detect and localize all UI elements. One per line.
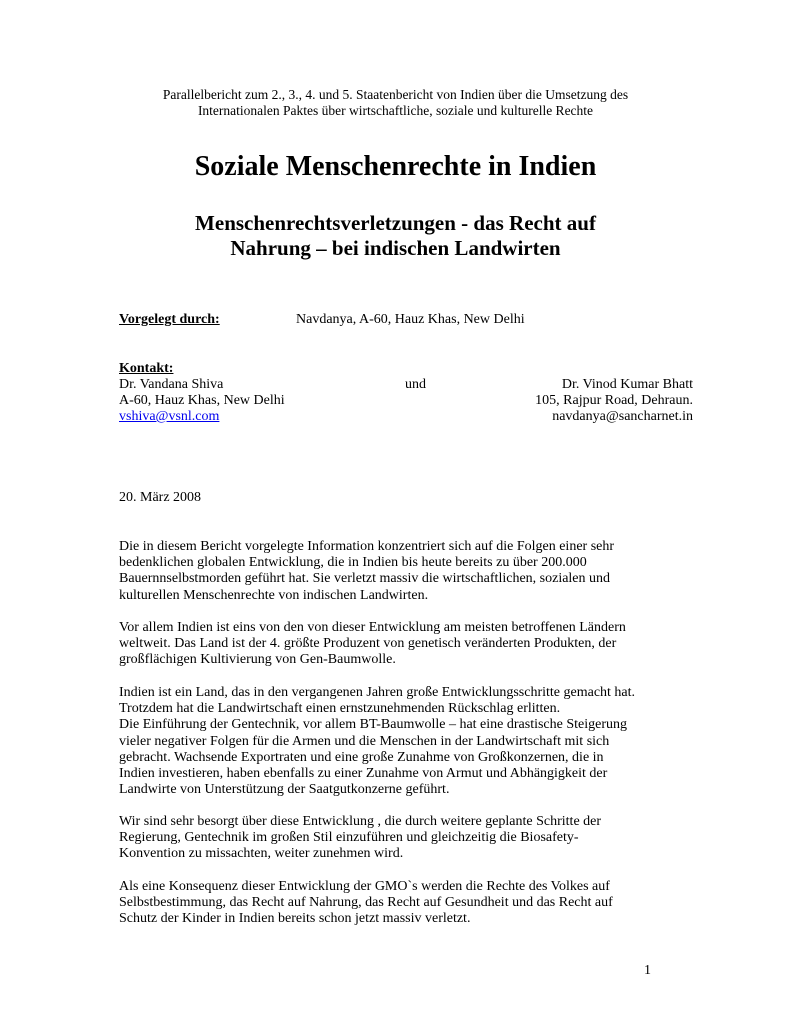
document-date: 20. März 2008 bbox=[119, 490, 202, 505]
paragraph-line: Konvention zu missachten, weiter zunehmen wird. bbox=[119, 846, 404, 862]
body-paragraph bbox=[119, 814, 709, 863]
paragraph-line: Selbstbestimmung, das Recht auf Nahrung, das Recht auf Gesundheit und das Recht auf bbox=[119, 895, 613, 911]
paragraph-line: gebracht. Wachsende Exportraten und eine große Zunahme von Großkonzernen, die in bbox=[119, 749, 604, 765]
document-heading bbox=[100, 211, 691, 261]
paragraph-line: Regierung, Gentechnik im großen Stil einzuführen und gleichzeitig die Biosafety- bbox=[119, 830, 579, 846]
submitted-by-value: Navdanya, A-60, Hauz Khas, New Delhi bbox=[296, 312, 525, 327]
paragraph-line: Vor allem Indien ist eins von den von dieser Entwicklung am meisten betroffenen Ländern bbox=[119, 620, 626, 635]
document-title: Soziale Menschenrechte in Indien bbox=[194, 151, 597, 182]
contact-name: Dr. Vinod Kumar Bhatt bbox=[561, 377, 693, 392]
contact-connector: und bbox=[405, 377, 426, 392]
subtitle-line: Parallelbericht zum 2., 3., 4. und 5. Staatenbericht von Indien über die Umsetzung des bbox=[162, 87, 629, 102]
contact-left bbox=[119, 377, 285, 425]
paragraph-line: bedenklichen globalen Entwicklung, die in Indien bis heute bereits zu über 200.000 bbox=[119, 555, 587, 571]
paragraph-line: großflächigen Kultivierung von Gen-Baumwolle. bbox=[119, 652, 396, 668]
paragraph-line: Die in diesem Bericht vorgelegte Information konzentriert sich auf die Folgen einer sehr bbox=[119, 539, 615, 554]
contact-address: A-60, Hauz Khas, New Delhi bbox=[119, 393, 285, 408]
paragraph-line: Indien investieren, haben ebenfalls zu einer Zunahme von Armut und Abhängigkeit der bbox=[119, 766, 608, 782]
paragraph-line: weltweit. Das Land ist der 4. größte Produzent von genetisch veränderten Produkten, der bbox=[119, 636, 617, 652]
page-number: 1 bbox=[644, 963, 651, 978]
heading-line: Menschenrechtsverletzungen - das Recht auf bbox=[195, 211, 596, 235]
paragraph-line: vieler negativer Folgen für die Armen und die Menschen in der Landwirtschaft mit sich bbox=[119, 733, 610, 749]
paragraph-line: Die Einführung der Gentechnik, vor allem BT-Baumwolle – hat eine drastische Steigerung bbox=[119, 717, 628, 733]
report-subtitle bbox=[100, 87, 691, 119]
paragraph-line: Landwirte von Unterstützung der Saatgutkonzerne geführt. bbox=[119, 782, 450, 798]
heading-line: Nahrung – bei indischen Landwirten bbox=[230, 236, 561, 260]
submitted-by-label: Vorgelegt durch: bbox=[119, 312, 220, 327]
contact-label: Kontakt: bbox=[119, 361, 174, 376]
paragraph-line: Bauernnselbstmorden geführt hat. Sie verletzt massiv die wirtschaftlichen, sozialen und bbox=[119, 571, 611, 587]
contact-address: 105, Rajpur Road, Dehraun. bbox=[535, 393, 693, 408]
paragraph-line: Trotzdem hat die Landwirtschaft einen ernstzunehmenden Rückschlag erlitten. bbox=[119, 701, 561, 717]
contact-right bbox=[535, 377, 693, 425]
contact-name: Dr. Vandana Shiva bbox=[119, 377, 224, 392]
body-paragraph bbox=[119, 879, 709, 928]
paragraph-line: Indien ist ein Land, das in den vergangenen Jahren große Entwicklungsschritte gemacht hat. bbox=[119, 685, 636, 700]
paragraph-line: Wir sind sehr besorgt über diese Entwicklung , die durch weitere geplante Schritte der bbox=[119, 814, 602, 829]
body-paragraph bbox=[119, 539, 709, 604]
body-paragraph bbox=[119, 620, 709, 669]
subtitle-line: Internationalen Paktes über wirtschaftliche, soziale und kulturelle Rechte bbox=[197, 103, 594, 118]
body-paragraph bbox=[119, 685, 709, 798]
paragraph-line: kulturellen Menschenrechte von indischen Landwirten. bbox=[119, 587, 429, 603]
paragraph-line: Schutz der Kinder in Indien bereits schon jetzt massiv verletzt. bbox=[119, 911, 471, 927]
contact-email-link[interactable]: vshiva@vsnl.com bbox=[119, 409, 220, 424]
contact-email: navdanya@sancharnet.in bbox=[552, 409, 693, 424]
paragraph-line: Als eine Konsequenz dieser Entwicklung der GMO`s werden die Rechte des Volkes auf bbox=[119, 879, 610, 894]
